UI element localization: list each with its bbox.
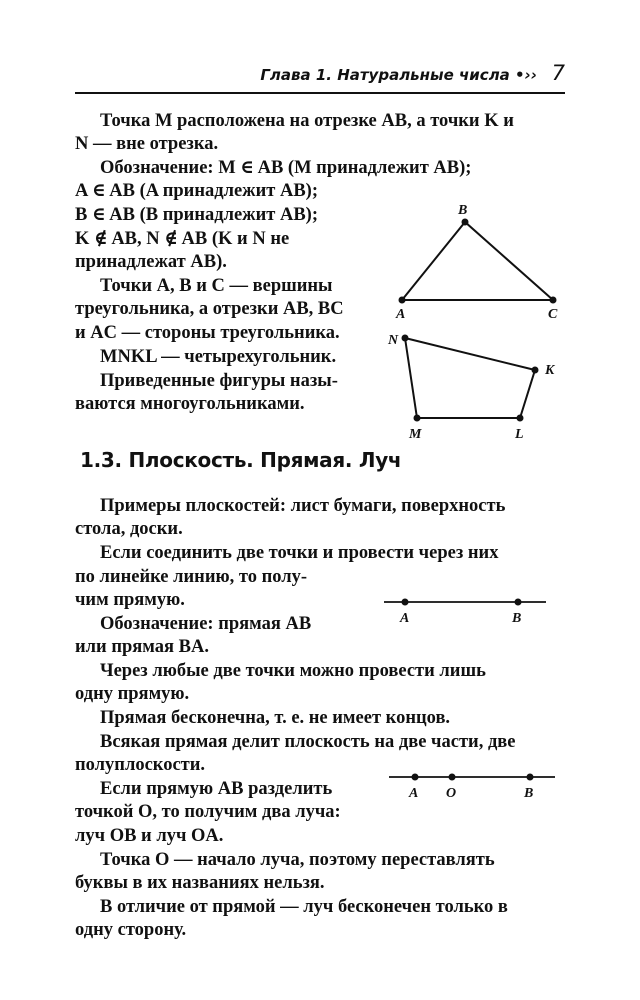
- ray-label-a: A: [409, 786, 419, 801]
- text-line: треугольника, а отрезки AB, BC: [75, 299, 344, 319]
- chapter-title: Глава 1. Натуральные числа •››: [260, 66, 537, 84]
- text-line: Точка M расположена на отрезке AB, а точки K и: [100, 111, 514, 131]
- text-line: буквы в их названиях нельзя.: [75, 873, 325, 893]
- triangle-figure: [390, 200, 570, 325]
- text-line: Примеры плоскостей: лист бумаги, поверхность: [100, 496, 506, 516]
- text-line: K ∉ AB, N ∉ AB (K и N не: [75, 229, 290, 249]
- text-line: и AC — стороны треугольника.: [75, 323, 340, 343]
- vertex-label-k: K: [545, 363, 555, 378]
- running-header: [75, 62, 565, 94]
- text-line: чим прямую.: [75, 590, 185, 610]
- vertex-label-m: M: [409, 427, 422, 442]
- line-label-b: B: [512, 611, 522, 626]
- ray-figure: [385, 765, 560, 801]
- text-line: полуплоскости.: [75, 755, 206, 775]
- text-line: Если прямую AB разделить: [100, 779, 333, 799]
- text-line: одну прямую.: [75, 684, 190, 704]
- text-line: луч OB и луч OA.: [75, 826, 224, 846]
- text-line: принадлежат AB).: [75, 252, 227, 272]
- text-line: по линейке линию, то полу-: [75, 567, 308, 587]
- text-line: Всякая прямая делит плоскость на две части, две: [100, 732, 516, 752]
- text-line: или прямая BA.: [75, 637, 209, 657]
- vertex-label-n: N: [388, 333, 399, 348]
- quadrilateral-figure: [385, 328, 570, 446]
- ray-label-o: O: [446, 786, 457, 801]
- text-line: Обозначение: прямая AB: [100, 614, 312, 634]
- page-number: 7: [551, 61, 565, 85]
- line-figure: [380, 590, 550, 626]
- text-line: В отличие от прямой — луч бесконечен только в: [100, 897, 508, 917]
- section-title: 1.3. Плоскость. Прямая. Луч: [80, 448, 402, 472]
- text-line: N — вне отрезка.: [75, 134, 219, 154]
- text-line: Приведенные фигуры назы-: [100, 371, 338, 391]
- text-line: B ∈ AB (B принадлежит AB);: [75, 205, 318, 225]
- text-line: Точка O — начало луча, поэтому переставлять: [100, 850, 495, 870]
- vertex-label-l: L: [515, 427, 524, 442]
- text-line: Точки A, B и C — вершины: [100, 276, 333, 296]
- text-line: A ∈ AB (A принадлежит AB);: [75, 181, 318, 201]
- text-line: Если соединить две точки и провести через них: [100, 543, 499, 563]
- text-line: точкой O, то получим два луча:: [75, 802, 341, 822]
- vertex-label-b: B: [458, 203, 468, 218]
- text-line: Прямая бесконечна, т. е. не имеет концов.: [100, 708, 451, 728]
- text-line: стола, доски.: [75, 519, 183, 539]
- text-line: MNKL — четырехугольник.: [100, 347, 337, 367]
- line-label-a: A: [400, 611, 410, 626]
- text-line: одну сторону.: [75, 920, 187, 940]
- text-line: ваются многоугольниками.: [75, 394, 305, 414]
- vertex-label-c: C: [548, 307, 558, 322]
- vertex-label-a: A: [396, 307, 406, 322]
- text-line: Через любые две точки можно провести лишь: [100, 661, 486, 681]
- text-line: Обозначение: M ∈ AB (M принадлежит AB);: [100, 158, 472, 178]
- ray-label-b: B: [524, 786, 534, 801]
